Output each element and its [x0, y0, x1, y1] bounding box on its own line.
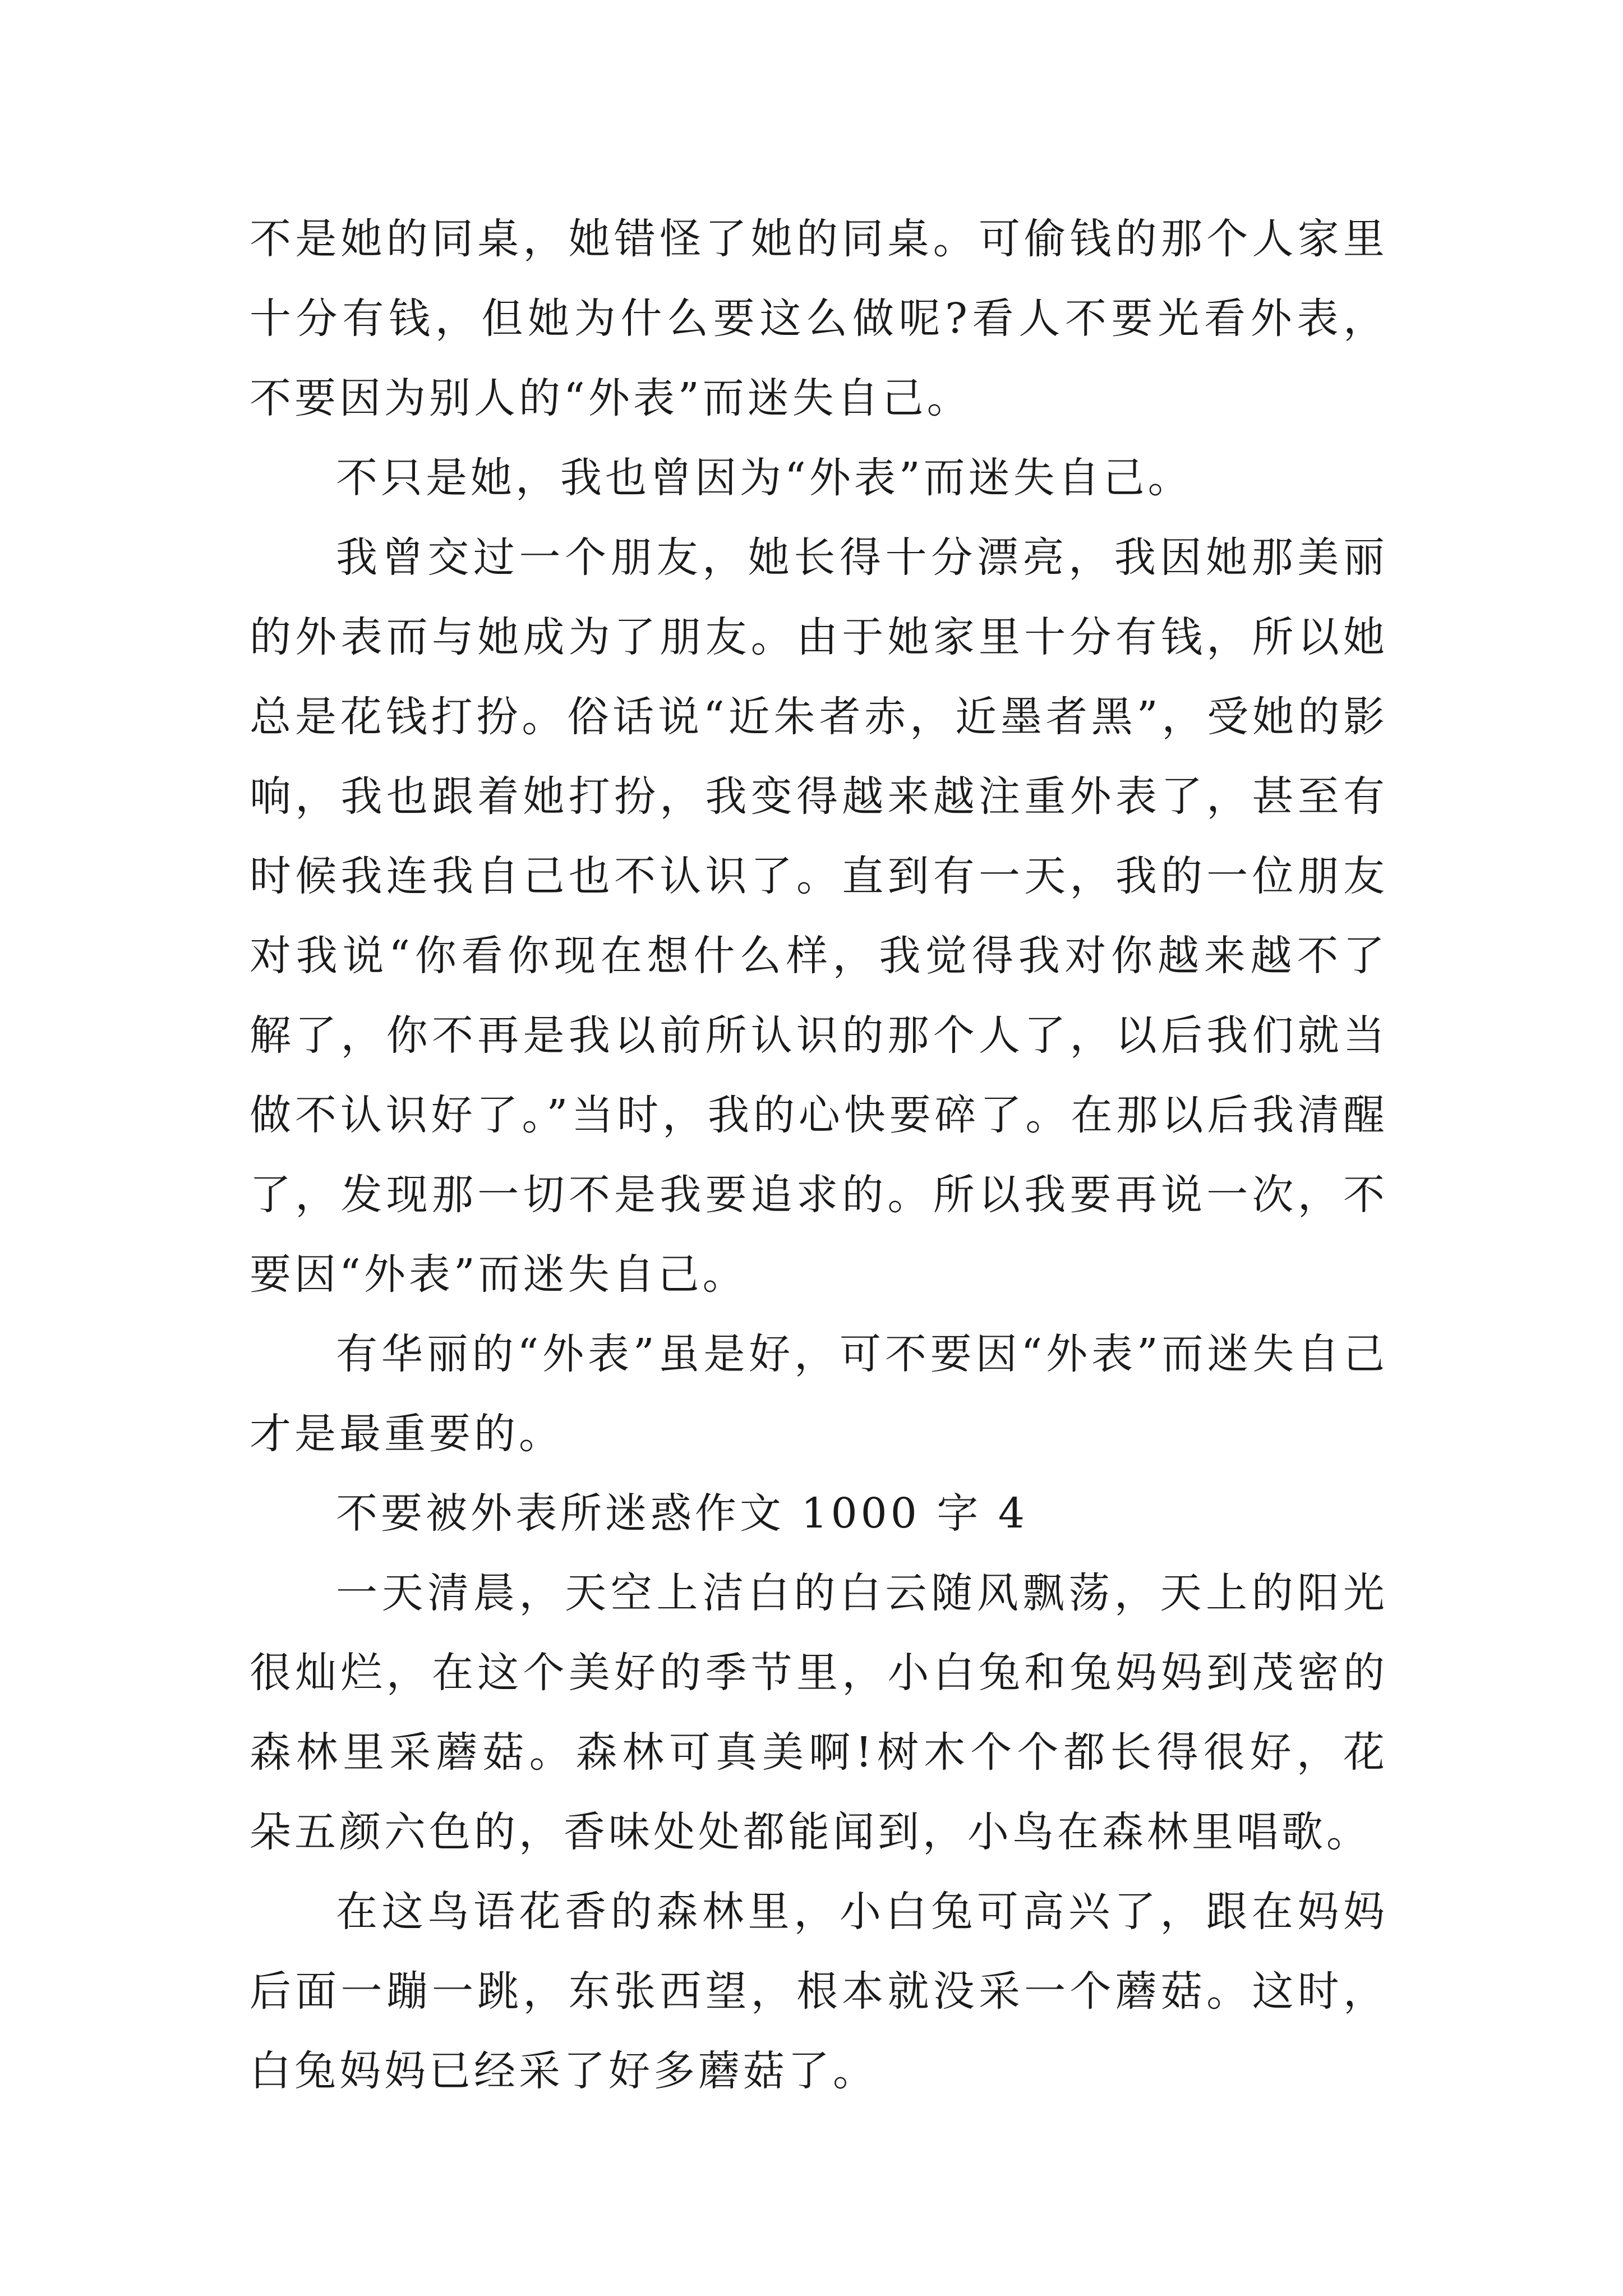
paragraph: 不只是她，我也曾因为“外表”而迷失自己。 [336, 454, 1193, 502]
paragraph: 一天清晨，天空上洁白的白云随风飘荡，天上的阳光很灿烂，在这个美好的季节里，小白兔和兔妈妈到茂密的森林里采蘑菇。森林可真美啊!树木个个都长得很好，花朵五颜六色的，香味处处都能闻到，小鸟在森林里唱歌。 [250, 1569, 1388, 1856]
paragraph: 在这鸟语花香的森林里，小白兔可高兴了，跟在妈妈后面一蹦一跳，东张西望，根本就没采一个蘑菇。这时，白兔妈妈已经采了好多蘑菇了。 [250, 1888, 1388, 2095]
paragraph: 不是她的同桌，她错怪了她的同桌。可偷钱的那个人家里十分有钱，但她为什么要这么做呢?看人不要光看外表，不要因为别人的“外表”而迷失自己。 [250, 215, 1388, 422]
section-heading: 不要被外表所迷惑作文 1000 字 4 [336, 1489, 1028, 1538]
paragraph: 有华丽的“外表”虽是好，可不要因“外表”而迷失自己才是最重要的。 [250, 1330, 1388, 1458]
paragraph: 我曾交过一个朋友，她长得十分漂亮，我因她那美丽的外表而与她成为了朋友。由于她家里十分有钱，所以她总是花钱打扮。俗话说“近朱者赤，近墨者黑”，受她的影响，我也跟着她打扮，我变得越来越注重外表了，甚至有时候我连我自己也不认识了。直到有一天，我的一位朋友对我说“你看你现在想什么样，我觉得我对你越来越不了解了，你不再是我以前所认识的那个人了，以后我们就当做不认识好了。”当时，我的心快要碎了。在那以后我清醒了，发现那一切不是我要追求的。所以我要再说一次，不要因“外表”而迷失自己。 [250, 533, 1388, 1299]
document-body [250, 199, 1388, 2111]
